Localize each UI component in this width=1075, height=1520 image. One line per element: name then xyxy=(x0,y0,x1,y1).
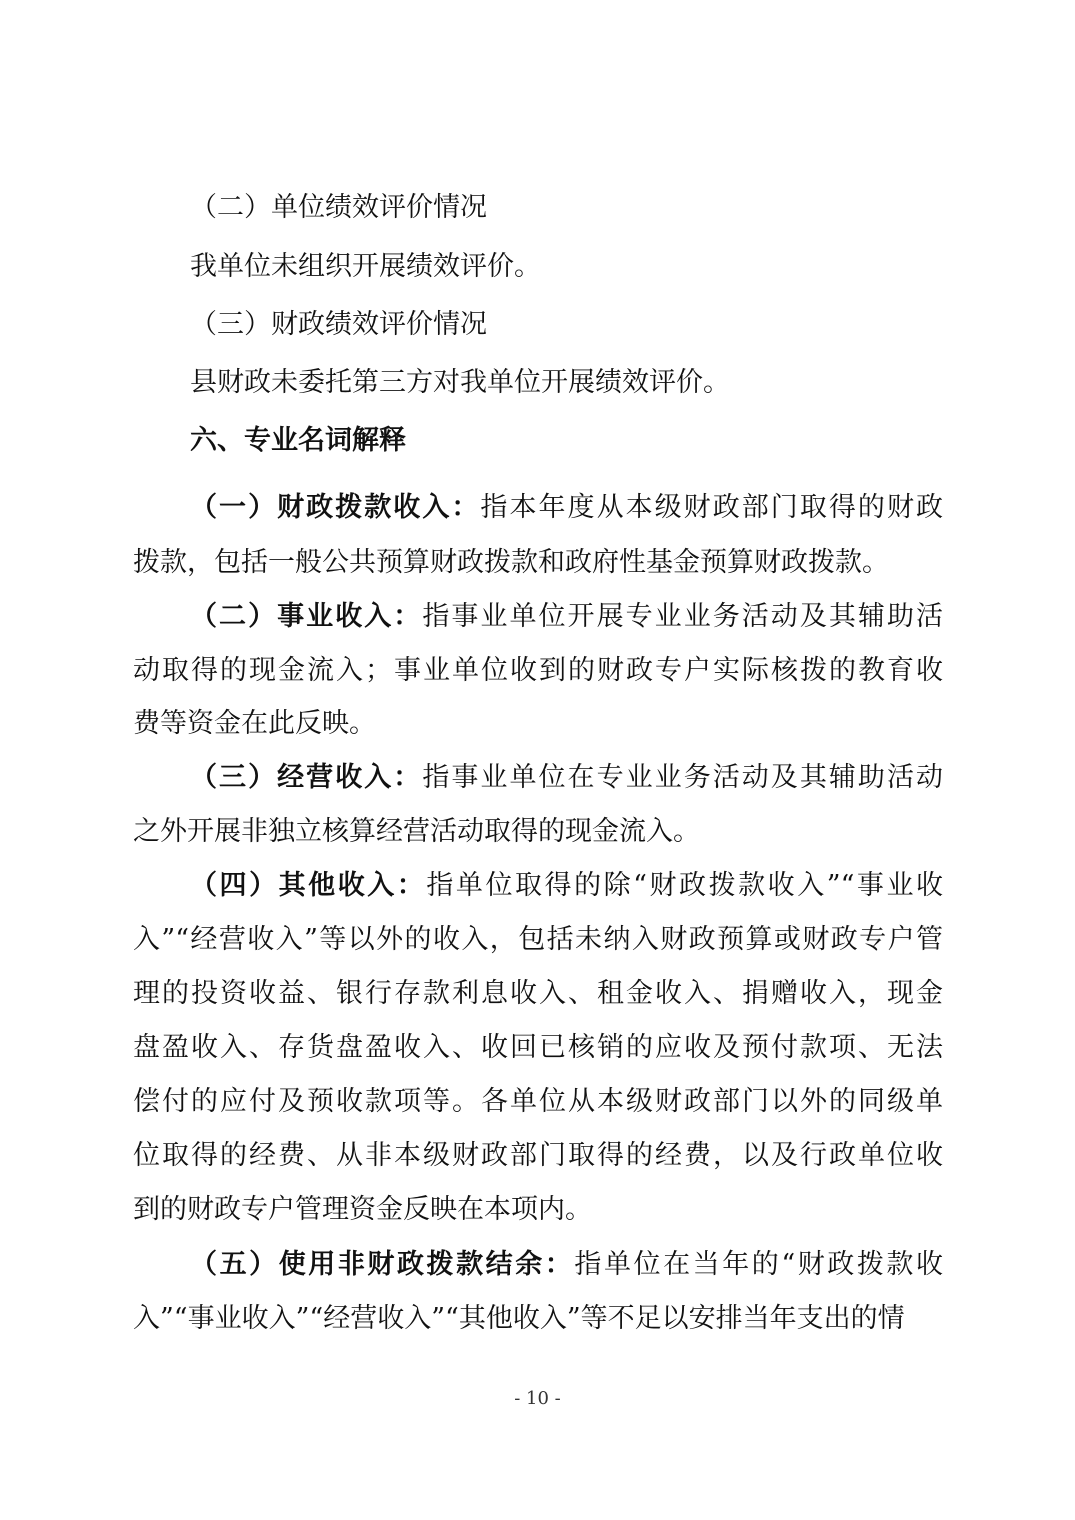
paragraph-line: 到的财政专户管理资金反映在本项内。 xyxy=(133,1194,592,1225)
paragraph-line: （三）经营收入：指事业单位在专业业务活动及其辅助活动 xyxy=(190,762,944,793)
paragraph-line: 动取得的现金流入；事业单位收到的财政专户实际核拨的教育收 xyxy=(133,655,943,686)
paragraph-line: 县财政未委托第三方对我单位开展绩效评价。 xyxy=(190,367,730,398)
paragraph-line: 拨款，包括一般公共预算财政拨款和政府性基金预算财政拨款。 xyxy=(133,547,889,578)
paragraph-line: 费等资金在此反映。 xyxy=(133,708,376,739)
paragraph-line: 入”“经营收入”等以外的收入，包括未纳入财政预算或财政专户管 xyxy=(133,924,943,955)
paragraph-line: 盘盈收入、存货盘盈收入、收回已核销的应收及预付款项、无法 xyxy=(133,1032,943,1063)
paragraph-line: （五）使用非财政拨款结余：指单位在当年的“财政拨款收 xyxy=(190,1249,944,1280)
term-label: （三）经营收入： xyxy=(190,762,423,793)
term-label: （五）使用非财政拨款结余： xyxy=(190,1249,575,1280)
paragraph-line: 位取得的经费、从非本级财政部门取得的经费，以及行政单位收 xyxy=(133,1140,943,1171)
section-heading: （三）财政绩效评价情况 xyxy=(190,309,487,340)
term-label: （一）财政拨款收入： xyxy=(190,492,481,523)
paragraph-line: （二）事业收入：指事业单位开展专业业务活动及其辅助活 xyxy=(190,601,944,632)
paragraph-line: 偿付的应付及预收款项等。各单位从本级财政部门以外的同级单 xyxy=(133,1086,943,1117)
paragraph-line: 理的投资收益、银行存款利息收入、租金收入、捐赠收入，现金 xyxy=(133,978,943,1009)
paragraph-line: 之外开展非独立核算经营活动取得的现金流入。 xyxy=(133,816,700,847)
paragraph-line: 入”“事业收入”“经营收入”“其他收入”等不足以安排当年支出的情 xyxy=(133,1303,905,1334)
section-heading: 六、专业名词解释 xyxy=(190,425,406,456)
paragraph-line: （一）财政拨款收入：指本年度从本级财政部门取得的财政 xyxy=(190,492,944,523)
page-number: - 10 - xyxy=(514,1388,561,1409)
paragraph-line: （四）其他收入：指单位取得的除“财政拨款收入”“事业收 xyxy=(190,870,944,901)
paragraph-line: 我单位未组织开展绩效评价。 xyxy=(190,251,541,282)
section-heading: （二）单位绩效评价情况 xyxy=(190,192,487,223)
term-label: （四）其他收入： xyxy=(190,870,427,901)
term-label: （二）事业收入： xyxy=(190,601,423,632)
